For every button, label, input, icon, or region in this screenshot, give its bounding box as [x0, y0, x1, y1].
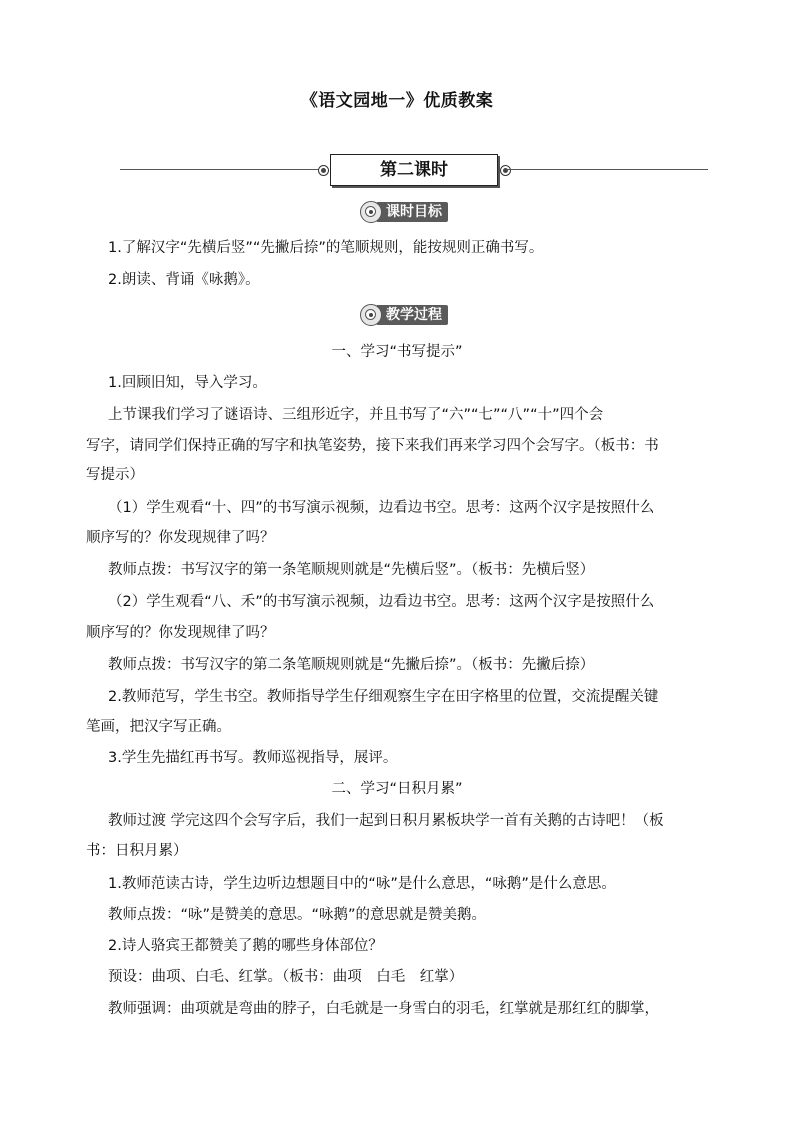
- banner-dot-left-icon: [318, 165, 329, 176]
- goals-tag: [360, 201, 448, 223]
- paragraph-continuation: 书：日积月累）: [86, 843, 188, 859]
- banner-rule-right: [506, 169, 708, 170]
- paragraph: 1.教师范读古诗，学生边听边想题目中的“咏”是什么意思，“咏鹅”是什么意思。: [108, 876, 616, 892]
- paragraph: 2.教师范写，学生书空。教师指导学生仔细观察生字在田字格里的位置，交流提醒关键: [108, 689, 659, 705]
- goals-tag-label: 课时目标: [376, 202, 448, 222]
- target-icon: [360, 304, 382, 326]
- lesson-banner: [120, 154, 708, 186]
- paragraph: （2）学生观看“八、禾”的书写演示视频，边看边书空。思考：这两个汉字是按照什么: [108, 594, 655, 610]
- paragraph: 3.学生先描红再书写。教师巡视指导，展评。: [108, 750, 398, 766]
- paragraph-continuation: 顺序写的？你发现规律了吗？: [86, 625, 275, 641]
- target-icon: [360, 201, 382, 223]
- paragraph: 教师点拨：“咏”是赞美的意思。“咏鹅”的意思就是赞美鹅。: [108, 907, 487, 923]
- paragraph: 预设：曲项、白毛、红掌。（板书：曲项 白毛 红掌）: [108, 969, 464, 985]
- paragraph: 2.诗人骆宾王都赞美了鹅的哪些身体部位？: [108, 938, 383, 954]
- section-heading: 一、学习“书写提示”: [331, 344, 463, 360]
- paragraph: 教师强调：曲项就是弯曲的脖子，白毛就是一身雪白的羽毛，红掌就是那红红的脚掌，: [108, 1001, 659, 1017]
- goal-item: 2.朗读、背诵《咏鹅》。: [108, 272, 260, 288]
- process-tag-label: 教学过程: [376, 305, 448, 325]
- goal-item: 1.了解汉字“先横后竖”“先撇后捺”的笔顺规则，能按规则正确书写。: [108, 240, 544, 256]
- paragraph-continuation: 写字，请同学们保持正确的写字和执笔姿势，接下来我们再来学习四个会写字。（板书：书: [86, 438, 659, 454]
- paragraph: 上节课我们学习了谜语诗、三组形近字，并且书写了“六”“七”“八”“十”四个会: [108, 407, 604, 423]
- paragraph-continuation: 写提示）: [86, 467, 144, 483]
- paragraph: 教师过渡 学完这四个会写字后，我们一起到日积月累板块学一首有关鹅的古诗吧！（板: [108, 813, 664, 829]
- banner-rule-left: [120, 169, 320, 170]
- lesson-banner-label: 第二课时: [330, 154, 498, 186]
- process-tag: [360, 304, 448, 326]
- paragraph-continuation: 笔画，把汉字写正确。: [86, 719, 231, 735]
- banner-dot-right-icon: [500, 165, 511, 176]
- paragraph: 教师点拨：书写汉字的第二条笔顺规则就是“先撇后捺”。（板书：先撇后捺）: [108, 657, 595, 673]
- paragraph-continuation: 顺序写的？你发现规律了吗？: [86, 530, 275, 546]
- paragraph: 1.回顾旧知，导入学习。: [108, 375, 267, 391]
- document-title: 《语文园地一》优质教案: [300, 91, 494, 111]
- paragraph: （1）学生观看“十、四”的书写演示视频，边看边书空。思考：这两个汉字是按照什么: [108, 500, 655, 516]
- paragraph: 教师点拨：书写汉字的第一条笔顺规则就是“先横后竖”。（板书：先横后竖）: [108, 562, 595, 578]
- section-heading: 二、学习“日积月累”: [331, 781, 463, 797]
